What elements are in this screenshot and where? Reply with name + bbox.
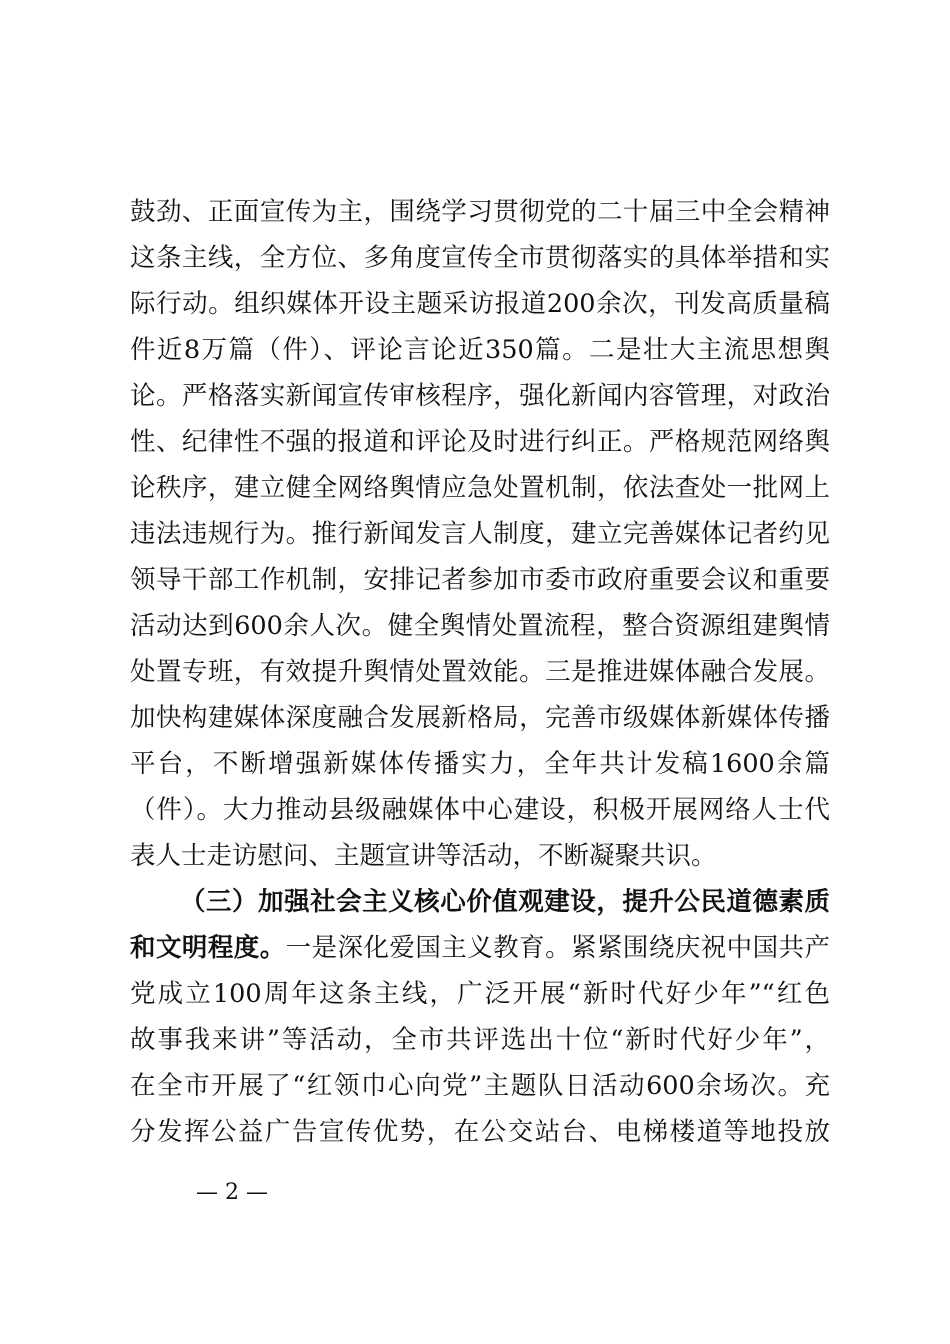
paragraph-line: 件近8万篇（件）、评论言论近350篇。二是壮大主流思想舆 xyxy=(130,335,830,365)
section-heading-tail: 和文明程度。 xyxy=(130,933,286,963)
paragraph-line: 违法违规行为。推行新闻发言人制度，建立完善媒体记者约见 xyxy=(130,519,830,549)
paragraph-line: 领导干部工作机制，安排记者参加市委市政府重要会议和重要 xyxy=(130,565,830,595)
paragraph-line: 故事我来讲”等活动，全市共评选出十位“新时代好少年”， xyxy=(130,1025,830,1055)
paragraph-line: 分发挥公益广告宣传优势，在公交站台、电梯楼道等地投放 xyxy=(130,1117,830,1147)
paragraph-line: 性、纪律性不强的报道和评论及时进行纠正。严格规范网络舆 xyxy=(130,427,830,457)
section-heading: （三）加强社会主义核心价值观建设，提升公民道德素质 xyxy=(180,887,830,917)
paragraph-line: 鼓劲、正面宣传为主，围绕学习贯彻党的二十届三中全会精神 xyxy=(130,197,830,227)
paragraph-line: 这条主线，全方位、多角度宣传全市贯彻落实的具体举措和实 xyxy=(130,243,830,273)
section-heading-continuation xyxy=(130,926,830,970)
paragraph-line: 论。严格落实新闻宣传审核程序，强化新闻内容管理，对政治 xyxy=(130,381,830,411)
paragraph-line: 论秩序，建立健全网络舆情应急处置机制，依法查处一批网上 xyxy=(130,473,830,503)
paragraph-line: 党成立100周年这条主线，广泛开展“新时代好少年”“红色 xyxy=(130,979,830,1009)
page-number: — 2 — xyxy=(196,1180,268,1205)
paragraph-line: 活动达到600余人次。健全舆情处置流程，整合资源组建舆情 xyxy=(130,611,830,641)
paragraph-line: 加快构建媒体深度融合发展新格局，完善市级媒体新媒体传播 xyxy=(130,703,830,733)
paragraph-text: 一是深化爱国主义教育。紧紧围绕庆祝中国共产 xyxy=(285,933,830,963)
paragraph-line: 平台，不断增强新媒体传播实力，全年共计发稿1600余篇 xyxy=(130,749,830,779)
paragraph-line: （件）。大力推动县级融媒体中心建设，积极开展网络人士代 xyxy=(130,795,830,825)
paragraph-line: 际行动。组织媒体开设主题采访报道200余次，刊发高质量稿 xyxy=(130,289,830,319)
paragraph-line: 在全市开展了“红领巾心向党”主题队日活动600余场次。充 xyxy=(130,1071,830,1101)
paragraph-line: 表人士走访慰问、主题宣讲等活动，不断凝聚共识。 xyxy=(130,841,717,871)
paragraph-line: 处置专班，有效提升舆情处置效能。三是推进媒体融合发展。 xyxy=(130,657,830,687)
